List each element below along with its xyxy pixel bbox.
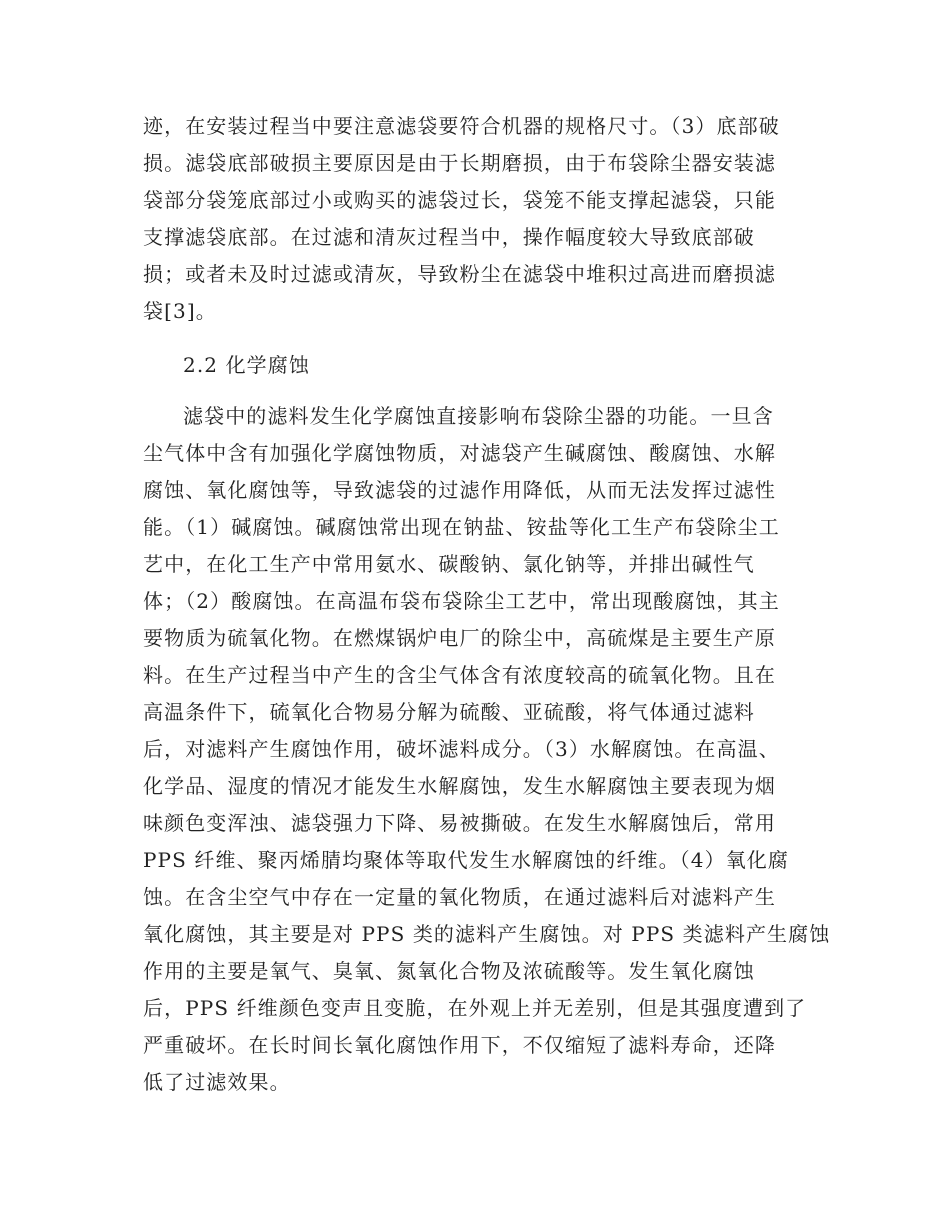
paragraph-2-line-19: 低了过滤效果。 <box>143 1070 291 1094</box>
paragraph-2-line-17: 后，PPS 纤维颜色变声且变脆，在外观上并无差别，但是其强度遭到了 <box>143 996 807 1020</box>
paragraph-1-line-1: 迹，在安装过程当中要注意滤袋要符合机器的规格尺寸。（3）底部破 <box>143 114 780 138</box>
paragraph-1-line-2: 损。滤袋底部破损主要原因是由于长期磨损，由于布袋除尘器安装滤 <box>143 151 776 175</box>
paragraph-1-line-6: 袋[3]。 <box>143 299 217 323</box>
paragraph-2-line-7: 要物质为硫氧化物。在燃煤锅炉电厂的除尘中，高硫煤是主要生产原 <box>143 626 776 650</box>
paragraph-1-line-3: 袋部分袋笼底部过小或购买的滤袋过长，袋笼不能支撑起滤袋，只能 <box>143 188 776 212</box>
paragraph-2-line-18: 严重破坏。在长时间长氧化腐蚀作用下，不仅缩短了滤料寿命，还降 <box>143 1033 776 1057</box>
section-heading: 2.2 化学腐蚀 <box>183 353 310 377</box>
paragraph-2-line-15: 氧化腐蚀，其主要是对 PPS 类的滤料产生腐蚀。对 PPS 类滤料产生腐蚀 <box>143 922 831 946</box>
paragraph-2-line-3: 腐蚀、氧化腐蚀等，导致滤袋的过滤作用降低，从而无法发挥过滤性 <box>143 478 776 502</box>
paragraph-1-line-5: 损；或者未及时过滤或清灰，导致粉尘在滤袋中堆积过高进而磨损滤 <box>143 262 776 286</box>
paragraph-2-line-16: 作用的主要是氧气、臭氧、氮氧化合物及浓硫酸等。发生氧化腐蚀 <box>143 959 755 983</box>
paragraph-2-line-14: 蚀。在含尘空气中存在一定量的氧化物质，在通过滤料后对滤料产生 <box>143 885 776 909</box>
paragraph-2-line-8: 料。在生产过程当中产生的含尘气体含有浓度较高的硫氧化物。且在 <box>143 663 776 687</box>
paragraph-2-line-13: PPS 纤维、聚丙烯腈均聚体等取代发生水解腐蚀的纤维。（4）氧化腐 <box>143 848 789 872</box>
paragraph-2-line-1: 滤袋中的滤料发生化学腐蚀直接影响布袋除尘器的功能。一旦含 <box>183 404 774 428</box>
paragraph-2-line-6: 体；（2）酸腐蚀。在高温布袋布袋除尘工艺中，常出现酸腐蚀，其主 <box>143 589 780 613</box>
paragraph-2-line-2: 尘气体中含有加强化学腐蚀物质，对滤袋产生碱腐蚀、酸腐蚀、水解 <box>143 441 776 465</box>
paragraph-2-line-12: 味颜色变浑浊、滤袋强力下降、易被撕破。在发生水解腐蚀后，常用 <box>143 811 776 835</box>
paragraph-2-line-9: 高温条件下，硫氧化合物易分解为硫酸、亚硫酸，将气体通过滤料 <box>143 700 755 724</box>
paragraph-2-line-11: 化学品、湿度的情况才能发生水解腐蚀，发生水解腐蚀主要表现为烟 <box>143 774 776 798</box>
paragraph-2-line-5: 艺中，在化工生产中常用氨水、碳酸钠、氯化钠等，并排出碱性气 <box>143 552 755 576</box>
paragraph-2-line-10: 后，对滤料产生腐蚀作用，破坏滤料成分。（3）水解腐蚀。在高温、 <box>143 737 780 761</box>
paragraph-1-line-4: 支撑滤袋底部。在过滤和清灰过程当中，操作幅度较大导致底部破 <box>143 225 755 249</box>
paragraph-2-line-4: 能。（1）碱腐蚀。碱腐蚀常出现在钠盐、铵盐等化工生产布袋除尘工 <box>143 515 780 539</box>
